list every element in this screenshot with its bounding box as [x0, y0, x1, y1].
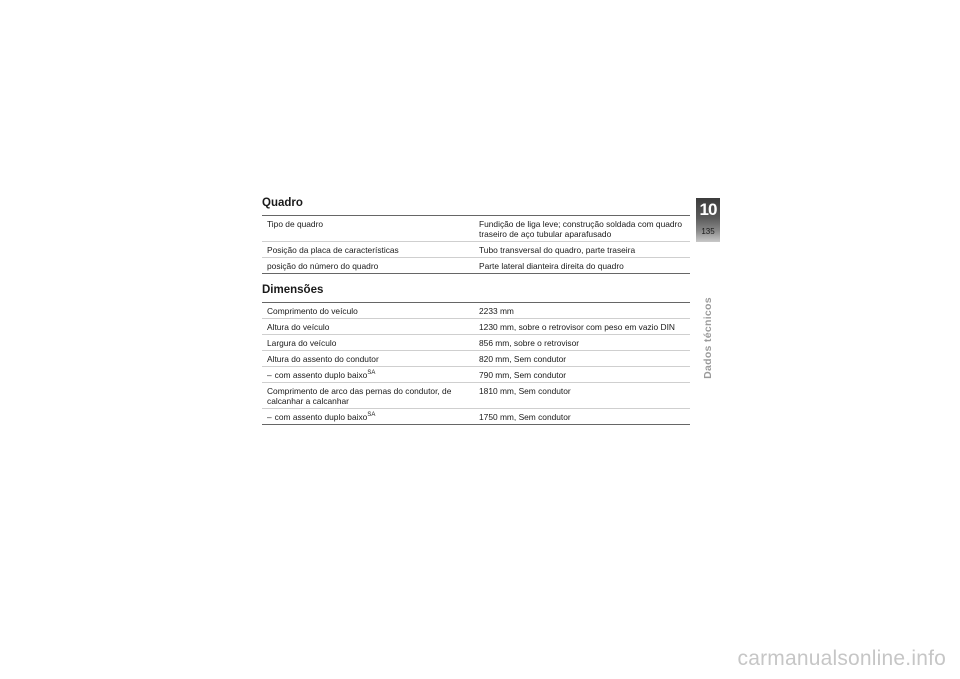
chapter-tab — [696, 198, 720, 242]
table-row — [262, 242, 690, 258]
dimensoes-table — [262, 302, 690, 425]
row-label: Tipo de quadro — [267, 219, 324, 229]
table-row — [262, 383, 690, 409]
row-value: Tubo transversal do quadro, parte traseira — [475, 242, 690, 258]
table-row — [262, 258, 690, 274]
chapter-side-title: Dados técnicos — [702, 297, 714, 379]
row-label-text: com assento duplo baixo — [274, 370, 368, 380]
sa-marker: SA — [367, 412, 376, 418]
row-value: 856 mm, sobre o retrovisor — [475, 335, 690, 351]
dash-bullet: – — [267, 370, 272, 380]
table-row — [262, 335, 690, 351]
row-value: 1230 mm, sobre o retrovisor com peso em vazio DIN — [475, 319, 690, 335]
quadro-table — [262, 215, 690, 274]
table-row — [262, 409, 690, 425]
row-label — [262, 409, 475, 425]
sa-marker: SA — [367, 370, 376, 376]
row-value: Parte lateral dianteira direita do quadro — [475, 258, 690, 274]
table-row — [262, 319, 690, 335]
chapter-number: 10 — [699, 200, 717, 219]
table-row — [262, 303, 690, 319]
row-label: posição do número do quadro — [262, 258, 475, 274]
table-row — [262, 367, 690, 383]
section-heading-dimensoes: Dimensões — [262, 284, 324, 296]
dash-bullet: – — [267, 412, 272, 422]
section-heading-quadro: Quadro — [262, 197, 303, 209]
row-label: Altura do veículo — [262, 319, 475, 335]
row-label: Largura do veículo — [262, 335, 475, 351]
page-number: 135 — [701, 227, 715, 236]
row-value: 1750 mm, Sem condutor — [475, 409, 690, 425]
watermark: carmanualsonline.info — [737, 647, 946, 670]
row-value: 2233 mm — [479, 306, 514, 316]
row-label: Altura do assento do condutor — [262, 351, 475, 367]
row-value: 820 mm, Sem condutor — [475, 351, 690, 367]
row-label: Comprimento do veículo — [267, 306, 358, 316]
row-label — [262, 367, 475, 383]
row-label: Posição da placa de características — [262, 242, 475, 258]
row-value: Fundição de liga leve; construção soldada com quadro traseiro de aço tubular aparafusado — [479, 219, 682, 239]
row-value: 1810 mm, Sem condutor — [475, 383, 690, 409]
page-content — [262, 196, 690, 425]
row-value: 790 mm, Sem condutor — [475, 367, 690, 383]
table-row — [262, 351, 690, 367]
table-row — [262, 216, 690, 242]
row-label-text: com assento duplo baixo — [274, 412, 368, 422]
row-label: Comprimento de arco das pernas do condutor, de calcanhar a calcanhar — [262, 383, 475, 409]
